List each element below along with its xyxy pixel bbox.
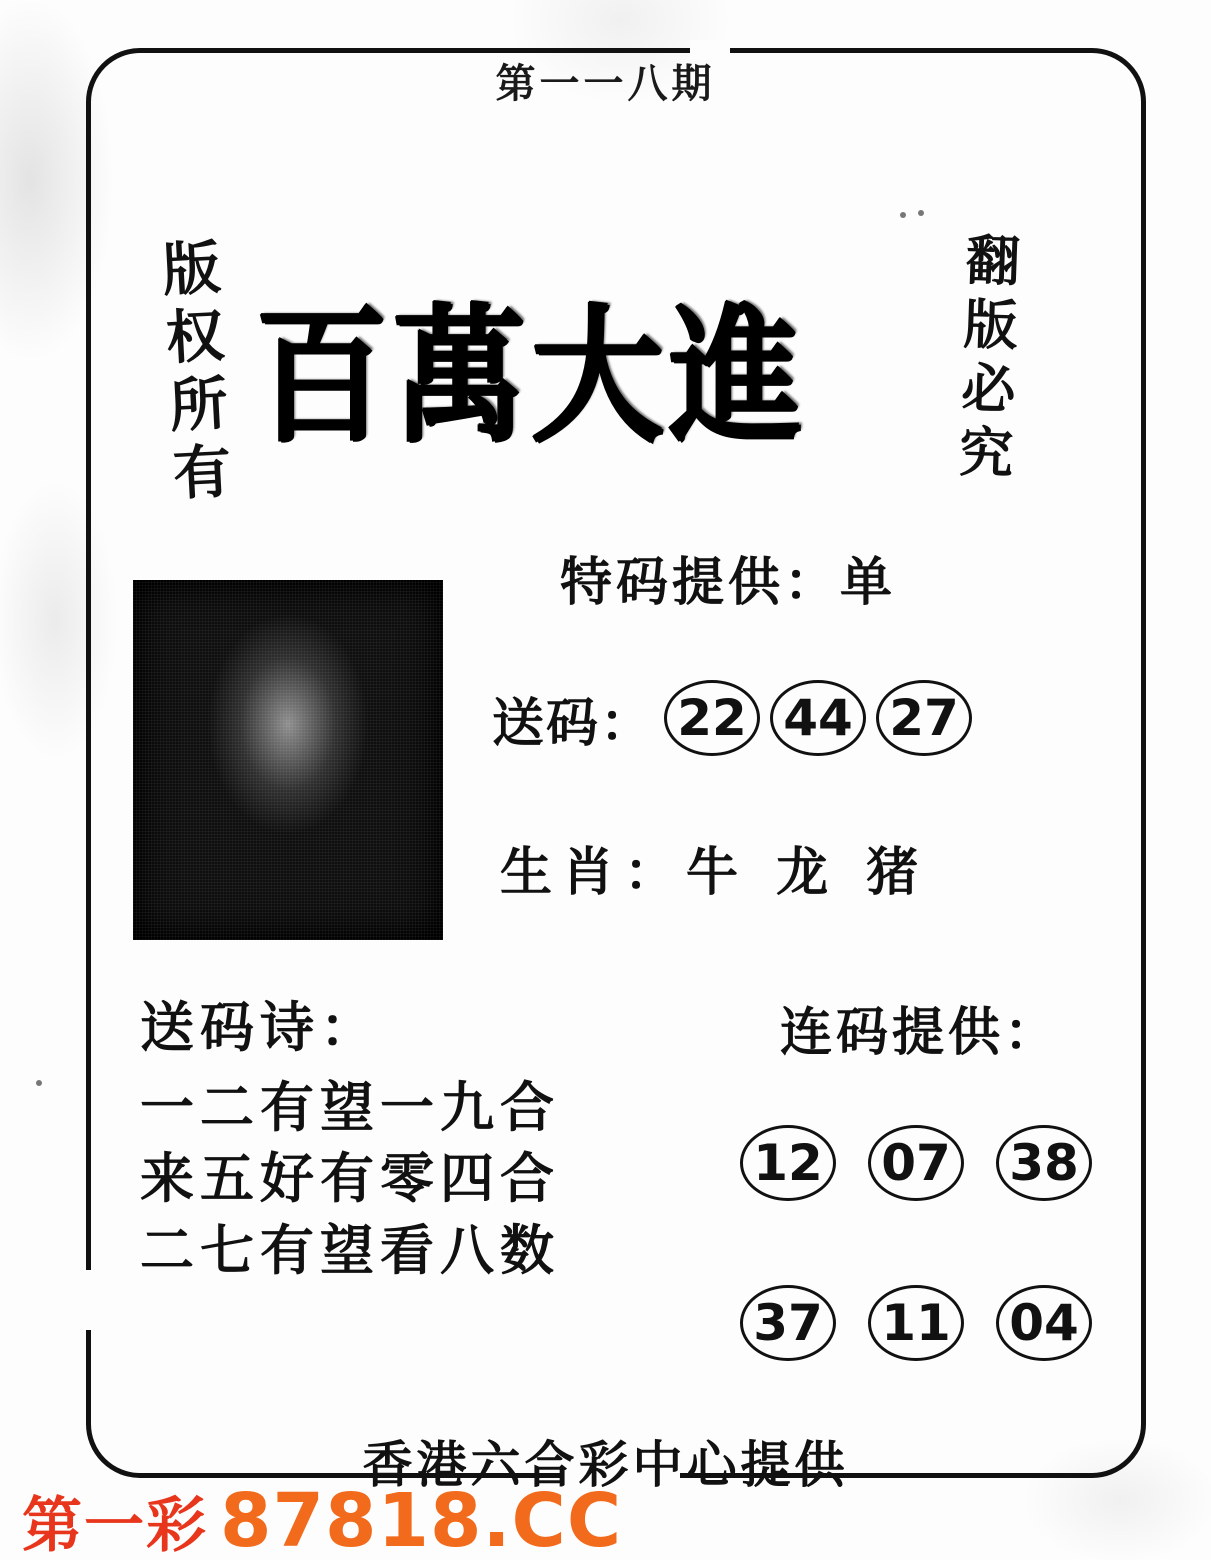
lianma-ball: 37 bbox=[740, 1285, 836, 1361]
portrait-photo bbox=[133, 580, 443, 940]
send-code-line bbox=[492, 680, 972, 756]
send-code-ball: 22 bbox=[664, 680, 760, 756]
zodiac-line bbox=[500, 830, 928, 905]
copyright-notice-left: 版权所有 bbox=[150, 236, 234, 512]
lianma-title: 连码提供： bbox=[780, 1002, 1061, 1063]
lianma-ball: 04 bbox=[996, 1285, 1092, 1361]
lianma-ball: 38 bbox=[996, 1125, 1092, 1201]
scan-artifact-dot bbox=[900, 212, 906, 218]
scan-artifact-dot bbox=[918, 210, 924, 216]
watermark-brand: 第一彩 bbox=[22, 1491, 208, 1561]
poem-line: 二七有望看八数 bbox=[140, 1217, 560, 1282]
border-gap-left bbox=[80, 1270, 100, 1330]
main-title: 百萬大進 bbox=[255, 289, 807, 463]
special-code-line: 特码提供：单 bbox=[560, 552, 897, 613]
poem-line: 来五好有零四合 bbox=[140, 1146, 560, 1211]
zodiac-values: 牛 龙 猪 bbox=[686, 842, 929, 903]
watermark-url: 87818.CC bbox=[220, 1478, 623, 1564]
send-code-label: 送码： bbox=[492, 692, 655, 754]
poem-title: 送码诗： bbox=[140, 995, 380, 1059]
lianma-row bbox=[740, 1285, 1092, 1361]
issue-title: 第一一八期 bbox=[495, 61, 716, 107]
send-code-ball: 27 bbox=[876, 680, 972, 756]
poem-line: 一二有望一九合 bbox=[140, 1075, 560, 1139]
lianma-ball: 07 bbox=[868, 1125, 964, 1201]
lianma-ball: 11 bbox=[868, 1285, 964, 1361]
poem-block bbox=[140, 985, 560, 1286]
lianma-ball: 12 bbox=[740, 1125, 836, 1201]
lianma-row bbox=[740, 1125, 1092, 1201]
send-code-ball: 44 bbox=[770, 680, 866, 756]
scan-artifact-dot bbox=[36, 1080, 42, 1086]
zodiac-label: 生肖： bbox=[500, 842, 687, 903]
copyright-notice-right: 翻版必究 bbox=[949, 230, 1023, 490]
footer-source: 香港六合彩中心提供 bbox=[362, 1435, 849, 1494]
site-watermark bbox=[22, 1478, 622, 1564]
